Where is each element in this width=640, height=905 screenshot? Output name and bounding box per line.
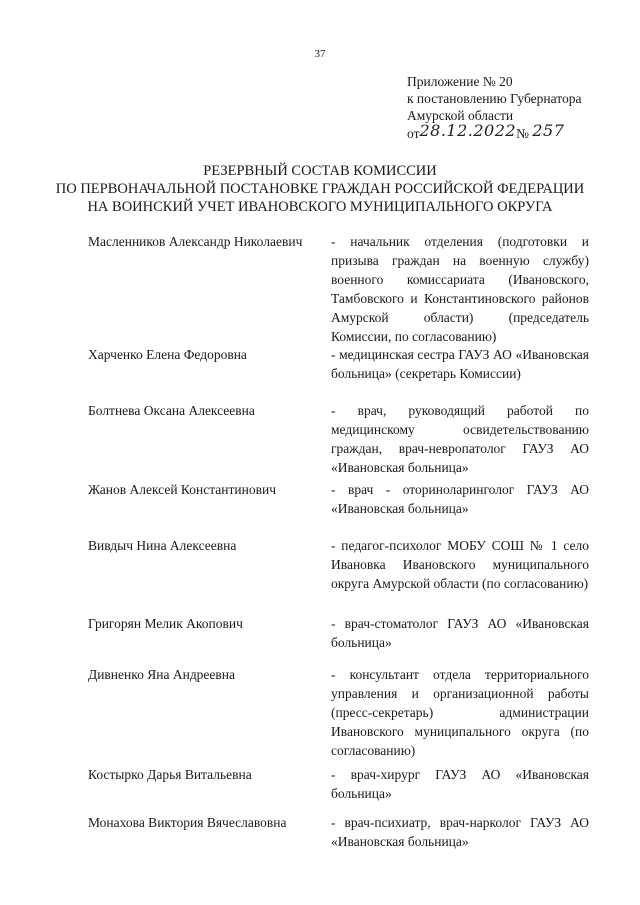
date-prefix: от bbox=[407, 126, 420, 141]
member-name: Монахова Виктория Вячеславовна bbox=[88, 815, 287, 830]
title-line-3: НА ВОИНСКИЙ УЧЕТ ИВАНОВСКОГО МУНИЦИПАЛЬНОГО ОКРУГА bbox=[87, 199, 553, 215]
member-name: Жанов Алексей Константинович bbox=[88, 482, 276, 497]
member-role: - медицинская сестра ГАУЗ АО «Ивановская больница» (секретарь Комиссии) bbox=[331, 347, 589, 381]
member-role: - врач-хирург ГАУЗ АО «Ивановская больница» bbox=[331, 767, 589, 801]
handwritten-date: 28.12.2022 bbox=[419, 121, 517, 140]
title-line-2: ПО ПЕРВОНАЧАЛЬНОЙ ПОСТАНОВКЕ ГРАЖДАН РОССИЙСКОЙ ФЕДЕРАЦИИ bbox=[55, 181, 585, 197]
member-name: Вивдыч Нина Алексеевна bbox=[88, 538, 237, 553]
member-name: Костырко Дарья Витальевна bbox=[88, 767, 252, 782]
member-name: Харченко Елена Федоровна bbox=[88, 347, 247, 362]
member-name: Григорян Мелик Акопович bbox=[88, 616, 243, 631]
appendix-reference: к постановлению Губернатора bbox=[407, 91, 582, 106]
member-role: - врач - оториноларинголог ГАУЗ АО «Ивановская больница» bbox=[331, 482, 589, 516]
handwritten-number: 257 bbox=[532, 121, 565, 140]
title-line-1: РЕЗЕРВНЫЙ СОСТАВ КОМИССИИ bbox=[203, 163, 437, 179]
page-number: 37 bbox=[314, 48, 326, 60]
member-role: - педагог-психолог МОБУ СОШ № 1 село Ивановка Ивановского муниципального округа Амурской области (по согласованию) bbox=[331, 538, 589, 591]
member-role: - врач-психиатр, врач-нарколог ГАУЗ АО «Ивановская больница» bbox=[331, 815, 589, 849]
member-name: Болтнева Оксана Алексеевна bbox=[88, 403, 255, 418]
member-role: - начальник отделения (подготовки и призыва граждан на военную службу) военного комиссариата (Ивановского, Тамбовского и Константиновского районов Амурской области) (председатель Комиссии, по согласованию) bbox=[331, 234, 589, 344]
member-name: Масленников Александр Николаевич bbox=[88, 234, 303, 249]
number-sign: № bbox=[516, 126, 529, 141]
member-name: Дивненко Яна Андреевна bbox=[88, 667, 236, 682]
appendix-region: Амурской области bbox=[407, 108, 514, 123]
member-role: - врач, руководящий работой по медицинскому освидетельствованию граждан, врач-невропатолог ГАУЗ АО «Ивановская больница» bbox=[331, 403, 589, 475]
member-role: - врач-стоматолог ГАУЗ АО «Ивановская больница» bbox=[331, 616, 589, 650]
appendix-title: Приложение № 20 bbox=[407, 74, 513, 89]
member-role: - консультант отдела территориального управления и организационной работы (пресс-секретарь) администрации Ивановского муниципального округа (по согласованию) bbox=[331, 667, 589, 758]
